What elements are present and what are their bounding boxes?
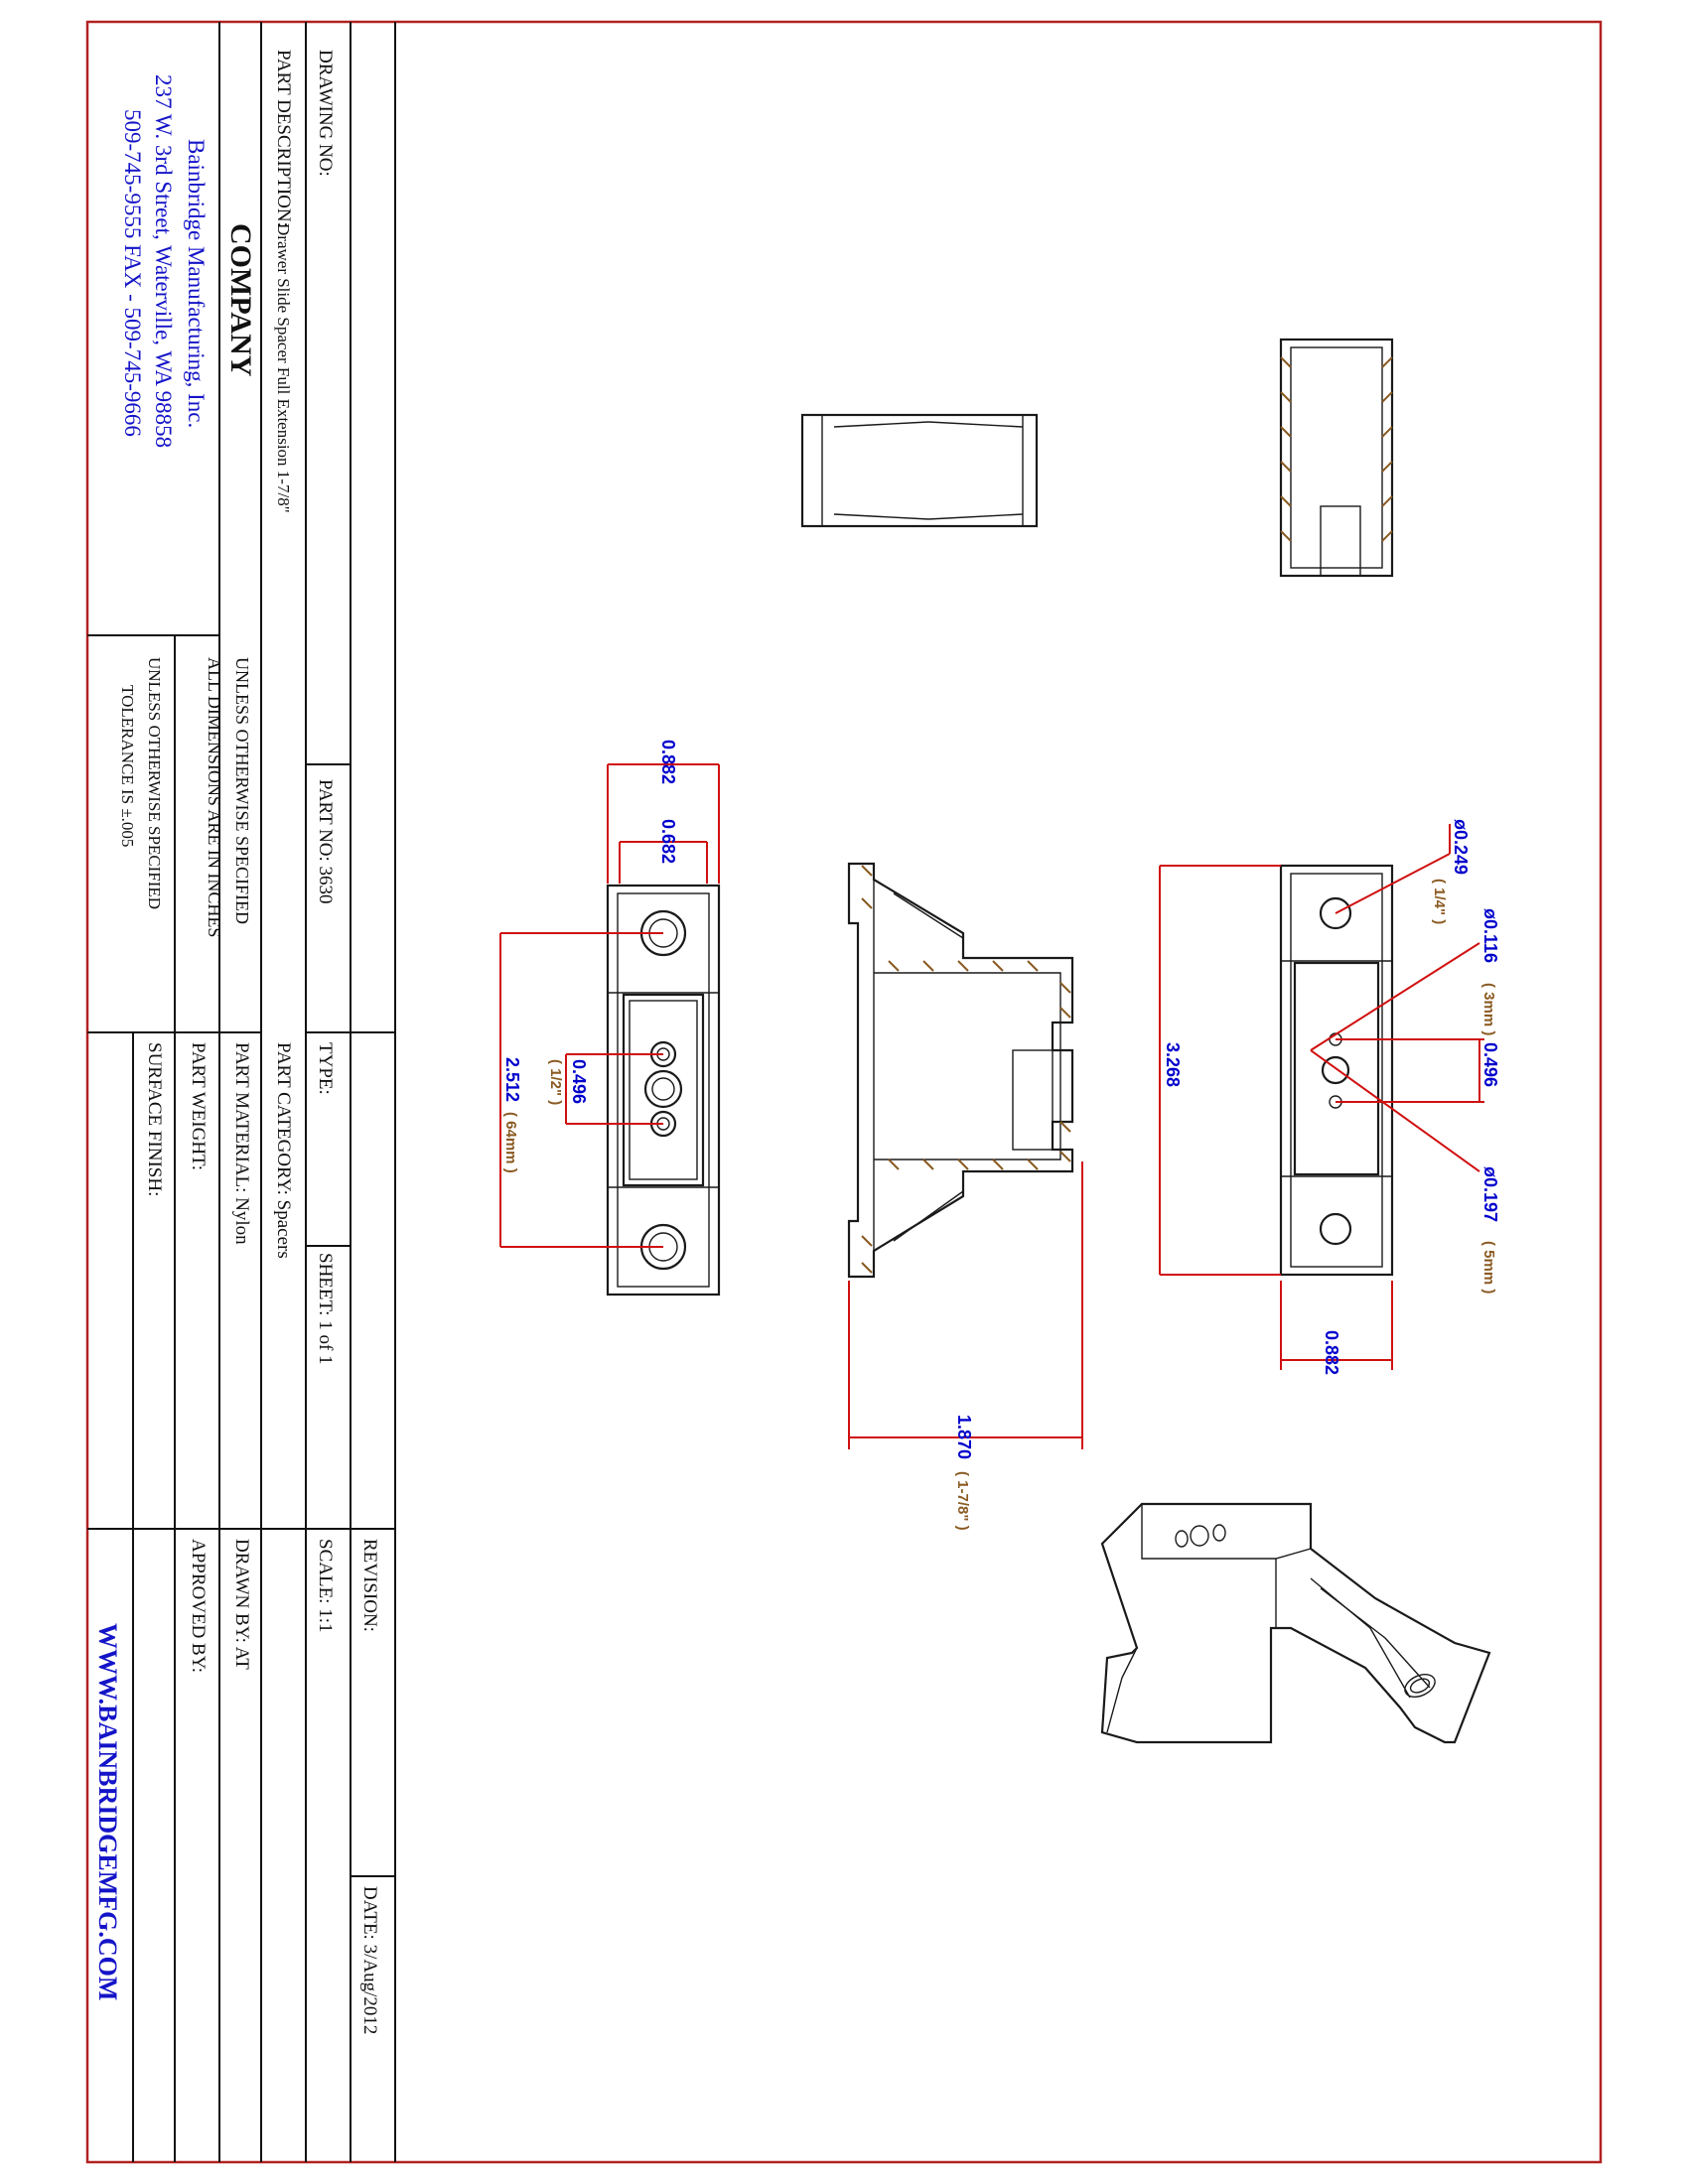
cross-section-view xyxy=(849,864,1072,1277)
part-no: PART NO: 3630 xyxy=(315,779,336,904)
tolerance-line-1: UNLESS OTHERWISE SPECIFIED xyxy=(145,657,164,910)
company-phone: 509-745-9555 FAX - 509-745-9666 xyxy=(120,109,145,437)
dim-height-frac: ( 1-7/8" ) xyxy=(954,1471,971,1531)
dim-width: 0.882 xyxy=(1322,1330,1341,1376)
unless-specified-2: ALL DIMENSIONS ARE IN INCHES xyxy=(205,657,224,938)
section-view-small xyxy=(1281,340,1392,576)
dim-top-outer: 0.882 xyxy=(658,740,678,785)
dim-dia-small-metric: ( 3mm ) xyxy=(1480,983,1497,1036)
dim-hole-spacing-metric: ( 64mm ) xyxy=(502,1112,519,1173)
approved-by: APPROVED BY: xyxy=(188,1539,209,1673)
scale-label: SCALE: 1:1 xyxy=(315,1539,336,1633)
dim-small-spacing-frac: ( 1/2" ) xyxy=(547,1059,564,1106)
sheet-label: SHEET: 1 of 1 xyxy=(315,1253,336,1365)
height-dimension xyxy=(849,1161,1082,1449)
end-view xyxy=(802,415,1037,526)
part-material: PART MATERIAL: Nylon xyxy=(231,1042,252,1245)
drawing-no-label: DRAWING NO: xyxy=(315,50,336,177)
bottom-view xyxy=(1281,866,1392,1275)
dim-dia-large: ø0.249 xyxy=(1451,819,1471,876)
date-label: DATE: 3/Aug/2012 xyxy=(359,1886,380,2035)
outer-frame xyxy=(87,22,1601,2162)
dim-dia-mid: ø0.197 xyxy=(1480,1166,1500,1223)
surface-finish: SURFACE FINISH: xyxy=(144,1042,165,1197)
isometric-view xyxy=(1102,1504,1489,1742)
tolerance-line-2: TOLERANCE IS ±.005 xyxy=(118,685,137,848)
part-category: PART CATEGORY: Spacers xyxy=(273,1042,294,1259)
dim-dia-large-frac: ( 1/4" ) xyxy=(1431,879,1448,925)
unless-specified-1: UNLESS OTHERWISE SPECIFIED xyxy=(232,657,252,925)
dim-hole-spacing: 2.512 xyxy=(502,1057,522,1103)
type-label: TYPE: xyxy=(315,1042,336,1095)
top-view-dimensions xyxy=(500,764,719,1247)
company-name: Bainbridge Manufacturing, Inc. xyxy=(184,139,209,429)
part-description-label: PART DESCRIPTION: xyxy=(273,50,294,227)
company-label: COMPANY xyxy=(224,223,257,377)
part-description: Drawer Slide Spacer Full Extension 1-7/8" xyxy=(274,223,293,513)
dim-height: 1.870 xyxy=(954,1415,974,1460)
part-weight: PART WEIGHT: xyxy=(188,1042,209,1170)
company-address: 237 W. 3rd Street, Waterville, WA 98858 xyxy=(151,74,176,449)
top-view xyxy=(608,886,719,1295)
dim-dia-small: ø0.116 xyxy=(1480,908,1500,964)
dim-length: 3.268 xyxy=(1163,1042,1183,1088)
dim-small-spacing: 0.496 xyxy=(569,1059,589,1105)
dim-dia-mid-metric: ( 5mm ) xyxy=(1480,1241,1497,1295)
dim-top-inner: 0.682 xyxy=(658,819,678,865)
drawn-by: DRAWN BY: AT xyxy=(231,1539,252,1670)
dim-spacing-right: 0.496 xyxy=(1480,1042,1500,1088)
revision-label: REVISION: xyxy=(359,1539,380,1632)
website[interactable]: WWW.BAINBRIDGEMFG.COM xyxy=(93,1623,122,2001)
